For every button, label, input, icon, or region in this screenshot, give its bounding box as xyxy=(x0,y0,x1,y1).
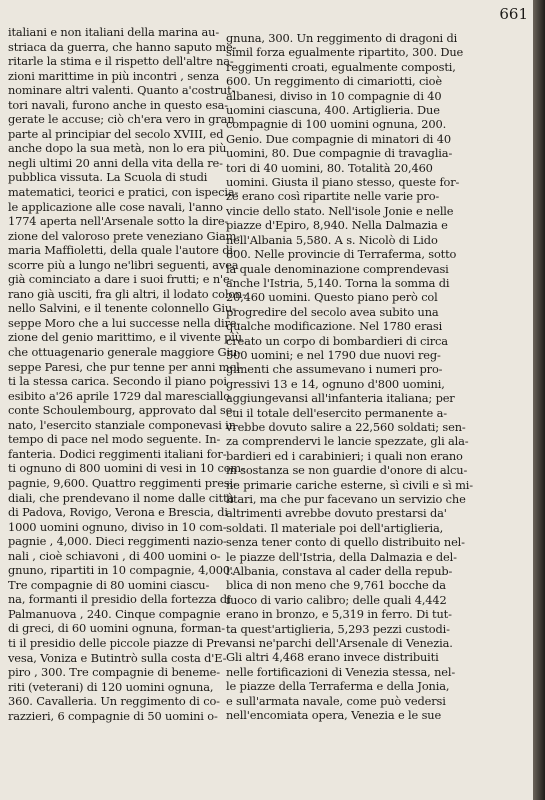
text-line: vincie dello stato. Nell'isole Jonie e nelle xyxy=(226,203,454,218)
text-line: ti la stessa carica. Secondo il piano poi xyxy=(8,374,227,389)
text-line: anche l'Istria, 5,140. Torna la somma di xyxy=(226,275,450,290)
page-number: 661 xyxy=(499,5,528,23)
text-line: bardieri ed i carabinieri; i quali non erano xyxy=(226,448,463,463)
text-line: uomini, 80. Due compagnie di travaglia- xyxy=(226,146,453,161)
text-line: litari, ma che pur facevano un servizio che xyxy=(226,492,466,506)
text-line: maria Maffioletti, della quale l'autore di- xyxy=(8,243,237,258)
text-line: rano già usciti, fra gli altri, il lodato colon- xyxy=(8,286,246,301)
text-line: zione del valoroso prete veneziano Giam- xyxy=(8,228,240,243)
text-line: 500 uomini; e nel 1790 due nuovi reg- xyxy=(226,347,441,362)
text-line: la quale denominazione comprendevasi xyxy=(226,261,449,276)
text-line: nominare altri valenti. Quanto a'costrut- xyxy=(8,83,236,98)
text-line: soldati. Il materiale poi dell'artiglieria, xyxy=(226,520,444,535)
text-line: 800. Nelle provincie di Terraferma, sotto xyxy=(226,247,457,262)
text-line: negli ultimi 20 anni della vita della re- xyxy=(8,155,223,170)
text-line: 1774 aperta nell'Arsenale sotto la dire- xyxy=(8,214,229,229)
text-line: matematici, teorici e pratici, con ispecia- xyxy=(8,185,239,200)
text-line: le piazze della Terraferma e della Jonia, xyxy=(226,679,450,694)
text-line: seppe Moro che a lui successe nella dire- xyxy=(8,315,241,330)
text-line: ritarle la stima e il rispetto dell'altre na- xyxy=(8,54,234,69)
text-line: nell'encomiata opera, Venezia e le sue xyxy=(226,708,442,723)
text-line: anche dopo la sua metà, non lo era più xyxy=(8,141,227,156)
text-line: ti ognuno di 800 uomini di vesi in 10 com- xyxy=(8,461,245,476)
text-line: zioni marittime in più incontri , senza xyxy=(8,68,220,83)
text-line: qualche modificazione. Nel 1780 erasi xyxy=(226,319,443,334)
text-line: vesa, Voniza e Butintrò sulla costa d'E- xyxy=(8,650,227,665)
text-line: le applicazione alle cose navali, l'anno xyxy=(8,199,223,214)
text-line: gimenti che assumevano i numeri pro- xyxy=(226,362,443,377)
text-line: 1000 uomini ognuno, diviso in 10 com- xyxy=(8,519,227,534)
text-line: 20,460 uomini. Questo piano però col xyxy=(226,290,438,305)
text-line: nello Salvini, e il tenente colonnello Giu- xyxy=(8,301,236,316)
text-line: pubblica vissuta. La Scuola di studi xyxy=(8,170,208,185)
text-line: razzieri, 6 compagnie di 50 uomini o- xyxy=(8,708,218,723)
text-line: gnuna, 300. Un reggimento di dragoni di xyxy=(226,31,458,45)
text-line: vansi ne'parchi dell'Arsenale di Venezia. xyxy=(226,636,453,651)
text-line: pagnie, 9,600. Quattro reggimenti presi- xyxy=(8,475,237,490)
text-line: di greci, di 60 uomini ognuna, forman- xyxy=(8,621,225,636)
text-line: nell'Albania 5,580. A s. Nicolò di Lido xyxy=(226,232,438,247)
text-line: gnuno, ripartiti in 10 compagnie, 4,000. xyxy=(8,563,234,578)
text-line: ti il presidio delle piccole piazze di Pre- xyxy=(8,635,230,650)
text-line: tori navali, furono anche in questo esa- xyxy=(8,97,228,112)
page-edge-shadow xyxy=(533,0,545,800)
text-line: simil forza egualmente ripartito, 300. Due xyxy=(226,45,464,60)
text-line: uomini. Giusta il piano stesso, queste for- xyxy=(226,175,460,190)
text-line: seppe Paresi, che pur tenne per anni mol- xyxy=(8,359,244,374)
text-line: scorre più a lungo ne'libri seguenti, avea xyxy=(8,257,239,272)
text-line: che ottuagenario generale maggiore Giu- xyxy=(8,345,241,360)
text-line: in sostanza se non guardie d'onore di alcu- xyxy=(226,463,468,478)
text-line: tempo di pace nel modo seguente. In- xyxy=(8,432,221,447)
text-line: zione del genio marittimo, e il vivente più xyxy=(8,330,242,345)
text-line: pagnie , 4,000. Dieci reggimenti nazio- xyxy=(8,534,227,549)
text-line: altrimenti avrebbe dovuto prestarsi da' xyxy=(226,506,447,521)
text-line: za comprendervi le lancie spezzate, gli ala- xyxy=(226,434,469,449)
text-line: uomini ciascuna, 400. Artiglieria. Due xyxy=(226,103,440,118)
text-line: fuoco di vario calibro; delle quali 4,442 xyxy=(226,592,447,607)
text-line: piro , 300. Tre compagnie di beneme- xyxy=(8,665,220,680)
text-line: italiani e non italiani della marina au- xyxy=(8,25,220,39)
text-line: Genio. Due compagnie di minatori di 40 xyxy=(226,131,451,146)
text-line: Palmanuova , 240. Cinque compagnie xyxy=(8,606,221,621)
text-line: compagnie di 100 uomini ognuna, 200. xyxy=(226,117,447,132)
text-line: ne primarie cariche esterne, sì civili e sì mi- xyxy=(226,477,473,492)
text-line: riti (veterani) di 120 uomini ognuna, xyxy=(8,679,214,694)
text-line: conte Schoulembourg, approvato dal se- xyxy=(8,403,236,418)
text-line: piazze d'Epiro, 8,940. Nella Dalmazia e xyxy=(226,218,448,233)
text-line: creato un corpo di bombardieri di circa xyxy=(226,333,448,348)
text-line: blica di non meno che 9,761 bocche da xyxy=(226,578,446,593)
text-line: erano in bronzo, e 5,319 in ferro. Di tut- xyxy=(226,607,452,622)
text-line: tori di 40 uomini, 80. Totalità 20,460 xyxy=(226,160,433,175)
text-line: e sull'armata navale, come può vedersi xyxy=(226,693,446,708)
text-line: reggimenti croati, egualmente composti, xyxy=(226,59,456,74)
right-text-column xyxy=(226,31,528,723)
text-line: nato, l'esercito stanziale componevasi in xyxy=(8,417,236,432)
text-line: aggiungevansi all'infanteria italiana; per xyxy=(226,391,455,406)
text-line: ze erano così ripartite nelle varie pro- xyxy=(226,189,440,204)
text-line: cui il totale dell'esercito permanente a- xyxy=(226,405,447,420)
text-line: 600. Un reggimento di cimariotti, cioè xyxy=(226,74,442,89)
text-line: fanteria. Dodici reggimenti italiani for- xyxy=(8,446,227,461)
text-line: esibito a'26 aprile 1729 dal maresciallo xyxy=(8,388,230,403)
text-line: Tre compagnie di 80 uomini ciascu- xyxy=(8,577,210,592)
text-line: nelle fortificazioni di Venezia stessa, nel- xyxy=(226,664,456,679)
text-line: striaca da guerra, che hanno saputo me- xyxy=(8,39,237,54)
text-line: gerate le accuse; ciò ch'era vero in gran xyxy=(8,112,235,127)
text-line: di Padova, Rovigo, Verona e Brescia, di xyxy=(8,505,228,520)
text-line: Gli altri 4,468 erano invece distribuiti xyxy=(226,650,439,665)
text-line: parte al principiar del secolo XVIII, ed xyxy=(8,126,224,141)
text-line: nali , cioè schiavoni , di 400 uomini o- xyxy=(8,548,221,563)
text-line: ta quest'artiglieria, 5,293 pezzi custodi- xyxy=(226,621,450,636)
text-line: 360. Cavalleria. Un reggimento di co- xyxy=(8,694,220,709)
text-line: già cominciato a dare i suoi frutti; e n'e- xyxy=(8,272,234,287)
text-line: albanesi, diviso in 10 compagnie di 40 xyxy=(226,88,442,103)
text-line: na, formanti il presidio della fortezza di xyxy=(8,592,231,607)
text-line: diali, che prendevano il nome dalle città xyxy=(8,490,235,505)
text-line: gressivi 13 e 14, ognuno d'800 uomini, xyxy=(226,376,445,391)
text-line: progredire del secolo avea subito una xyxy=(226,304,439,319)
text-line: l'Albania, constava al cader della repub- xyxy=(226,564,453,579)
text-line: le piazze dell'Istria, della Dalmazia e del- xyxy=(226,549,457,564)
text-line: senza tener conto di quello distribuito nel- xyxy=(226,535,465,550)
text-line: vrebbe dovuto salire a 22,560 soldati; sen- xyxy=(226,419,466,434)
